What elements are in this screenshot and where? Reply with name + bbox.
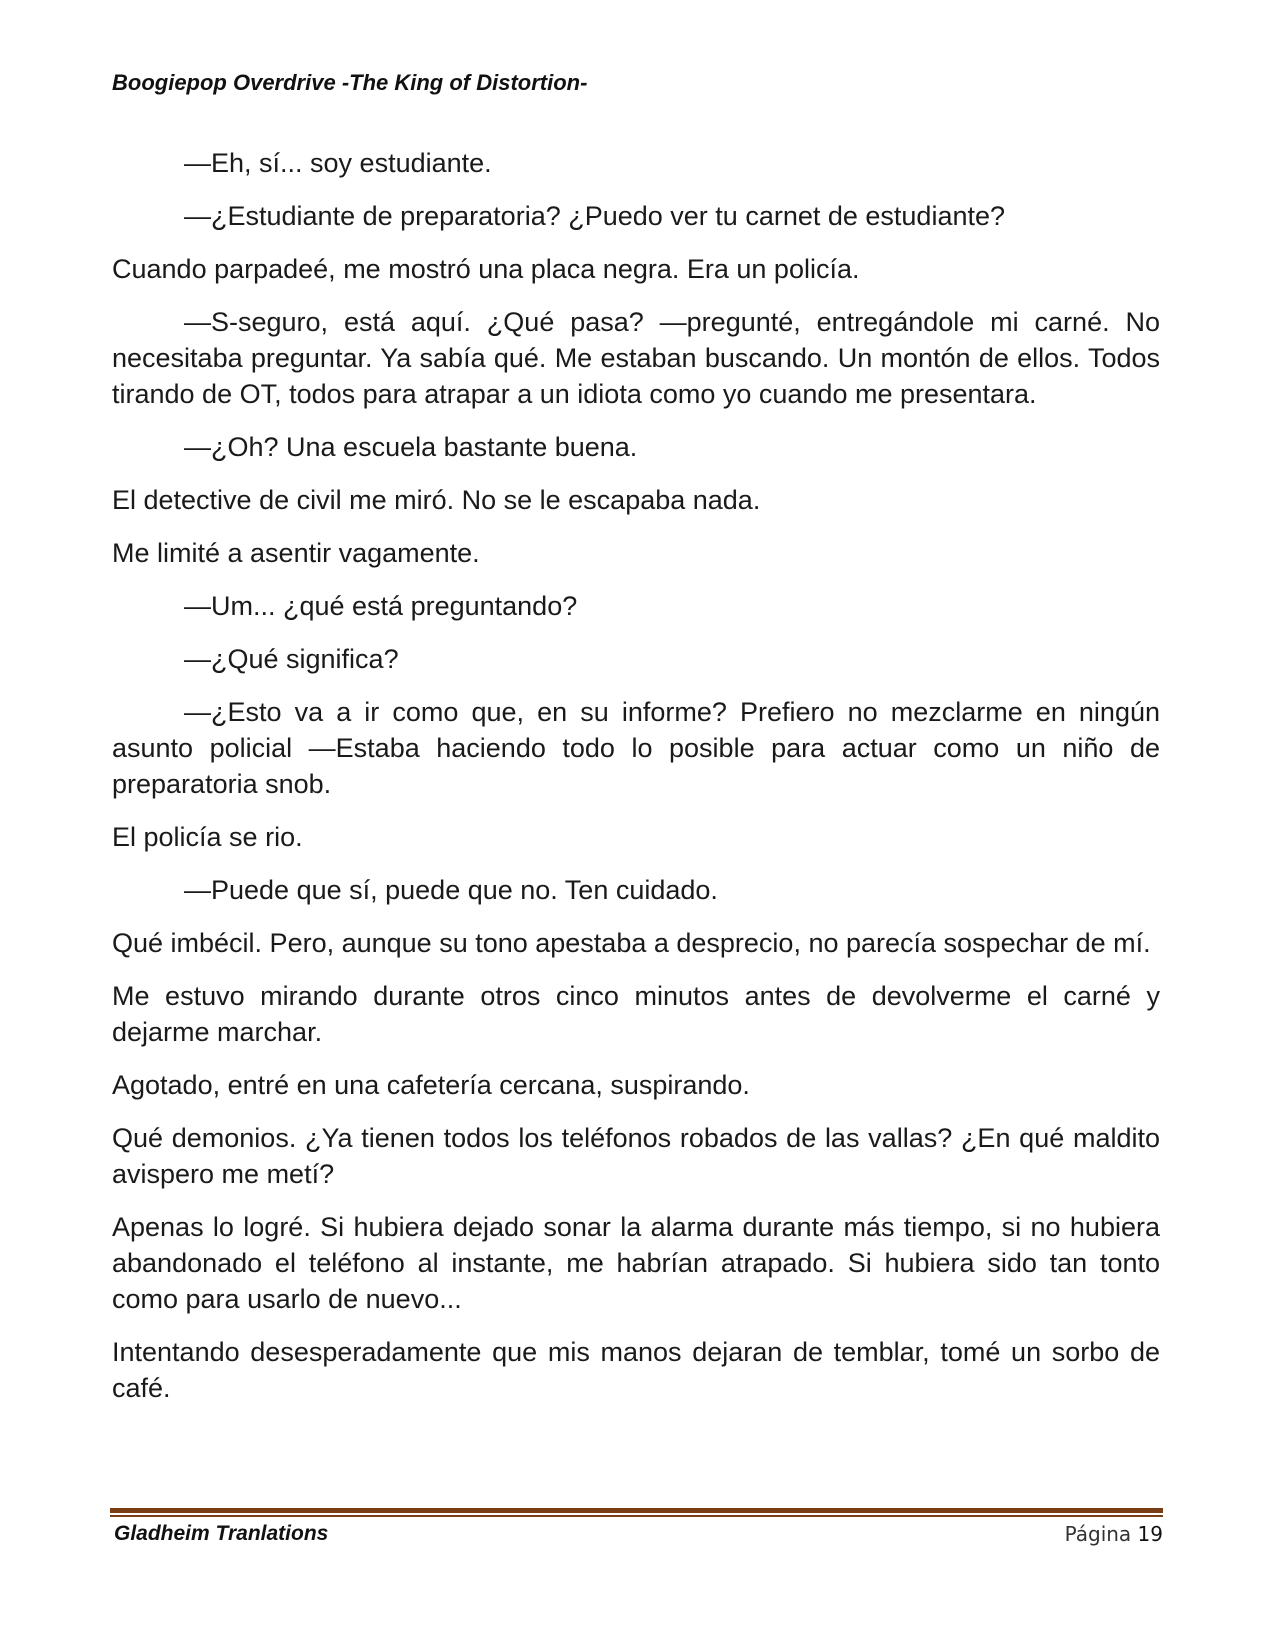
paragraph: —S-seguro, está aquí. ¿Qué pasa? —pregunté, entregándole mi carné. No necesitaba preguntar. Ya sabía qué. Me estaban buscando. Un montón de ellos. Todos tirando de OT, todos para atrapar a un idiota como yo cuando me presentara. <box>112 307 1160 409</box>
footer-rule-thin <box>110 1515 1163 1517</box>
paragraph: Me limité a asentir vagamente. <box>112 538 480 568</box>
page-label: Página <box>1064 1522 1132 1546</box>
paragraph: —¿Oh? Una escuela bastante buena. <box>184 432 638 462</box>
paragraph: El detective de civil me miró. No se le escapaba nada. <box>112 485 761 515</box>
page-number-block <box>1065 1522 1163 1546</box>
paragraph: Me estuvo mirando durante otros cinco minutos antes de devolverme el carné y dejarme marchar. <box>112 981 1160 1047</box>
paragraph: Agotado, entré en una cafetería cercana, suspirando. <box>112 1070 750 1100</box>
paragraph: —Um... ¿qué está preguntando? <box>184 591 578 621</box>
paragraph: Cuando parpadeé, me mostró una placa negra. Era un policía. <box>112 254 860 284</box>
footer-rule-thick <box>110 1508 1163 1513</box>
running-header-title: Boogiepop Overdrive -The King of Distortion- <box>112 70 588 95</box>
paragraph: —¿Esto va a ir como que, en su informe? Prefiero no mezclarme en ningún asunto policial —Estaba haciendo todo lo posible para actuar como un niño de preparatoria snob. <box>112 697 1160 799</box>
paragraph: —Puede que sí, puede que no. Ten cuidado. <box>184 875 718 905</box>
paragraph: Qué demonios. ¿Ya tienen todos los teléfonos robados de las vallas? ¿En qué maldito avispero me metí? <box>112 1123 1160 1189</box>
paragraph: Apenas lo logré. Si hubiera dejado sonar la alarma durante más tiempo, si no hubiera abandonado el teléfono al instante, me habrían atrapado. Si hubiera sido tan tonto como para usarlo de nuevo... <box>112 1212 1160 1314</box>
paragraph: —¿Estudiante de preparatoria? ¿Puedo ver tu carnet de estudiante? <box>184 201 1006 231</box>
footer-credit: Gladheim Tranlations <box>114 1522 329 1545</box>
paragraph: El policía se rio. <box>112 822 303 852</box>
footer-rule <box>110 1508 1163 1517</box>
body-text <box>112 145 1160 1423</box>
paragraph: —Eh, sí... soy estudiante. <box>184 148 492 178</box>
paragraph: —¿Qué significa? <box>184 644 399 674</box>
paragraph: Qué imbécil. Pero, aunque su tono apestaba a desprecio, no parecía sospechar de mí. <box>112 928 1151 958</box>
paragraph: Intentando desesperadamente que mis manos dejaran de temblar, tomé un sorbo de café. <box>112 1337 1160 1403</box>
page-number: 19 <box>1137 1522 1163 1546</box>
